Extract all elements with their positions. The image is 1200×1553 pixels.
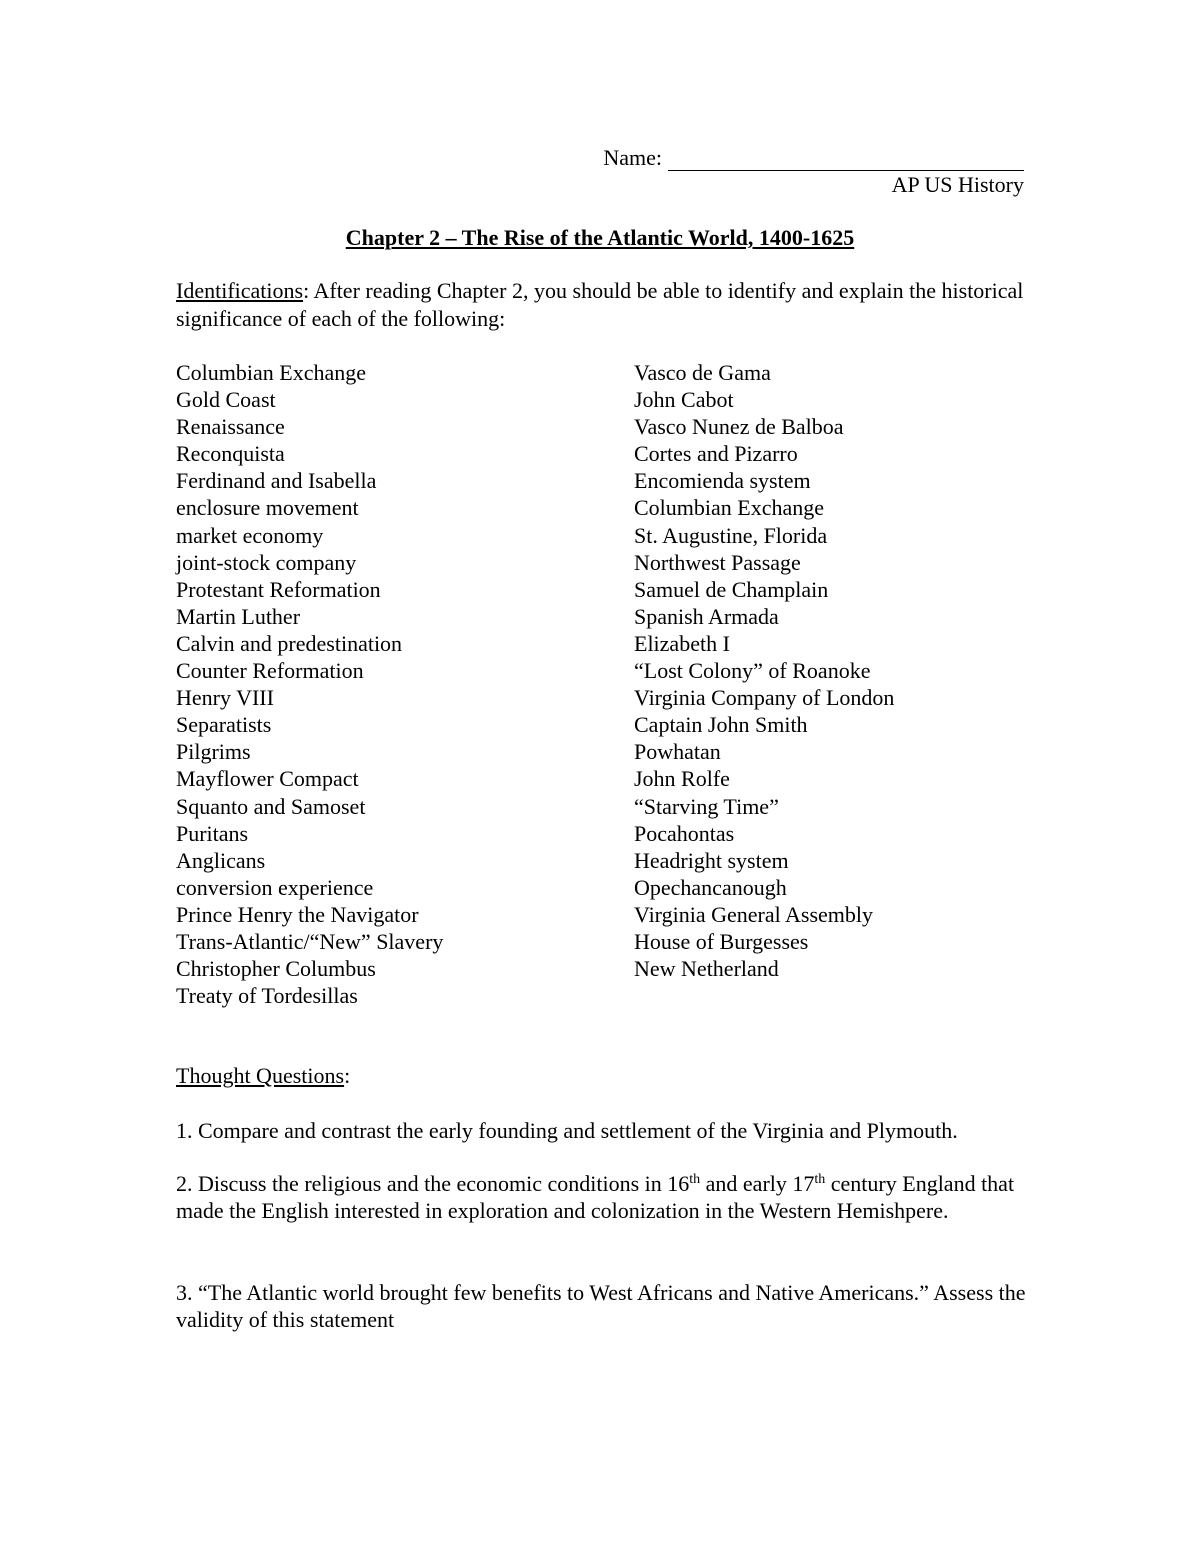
term-item: Gold Coast: [176, 387, 276, 413]
term-item: Headright system: [634, 847, 789, 873]
term-item: “Lost Colony” of Roanoke: [634, 658, 871, 684]
term-item: Mayflower Compact: [176, 766, 359, 792]
name-label: Name:: [603, 145, 662, 170]
term-item: Protestant Reformation: [176, 576, 381, 602]
term-item: Samuel de Champlain: [634, 576, 829, 602]
term-item: “Starving Time”: [634, 793, 779, 819]
name-blank-line: [668, 148, 1024, 171]
question-2-part-c: century England that made the English interested in exploration and colonization in the Western Hemishpere.: [176, 1171, 1015, 1223]
term-item: Vasco de Gama: [634, 360, 771, 385]
term-item: Columbian Exchange: [634, 495, 825, 521]
term-item: Elizabeth I: [634, 630, 730, 656]
term-item: New Netherland: [634, 956, 779, 982]
page-title: Chapter 2 – The Rise of the Atlantic World, 1400-1625: [345, 225, 855, 250]
term-item: Encomienda system: [634, 468, 811, 494]
term-item: conversion experience: [176, 874, 374, 900]
question-2: [176, 1170, 1026, 1224]
term-item: Trans-Atlantic/“New” Slavery: [176, 928, 444, 954]
thought-questions-colon: :: [344, 1063, 351, 1088]
name-line: [603, 144, 1024, 171]
question-2-sup-1: th: [689, 1172, 701, 1187]
term-item: Opechancanough: [634, 874, 787, 900]
term-item: Captain John Smith: [634, 712, 808, 738]
term-item: Henry VIII: [176, 685, 274, 711]
question-3: 3. “The Atlantic world brought few benefits to West Africans and Native Americans.” Assess the validity of this statement: [176, 1280, 1026, 1332]
term-item: Calvin and predestination: [176, 630, 403, 656]
identifications-intro: [176, 277, 1026, 333]
term-item: Renaissance: [176, 414, 285, 440]
question-1: 1. Compare and contrast the early founding and settlement of the Virginia and Plymouth.: [176, 1118, 958, 1143]
thought-questions-label: Thought Questions: [176, 1063, 345, 1088]
term-item: Virginia General Assembly: [634, 901, 874, 927]
term-item: Martin Luther: [176, 603, 301, 629]
question-2-sup-2: th: [814, 1172, 826, 1187]
term-item: Reconquista: [176, 441, 285, 467]
term-item: House of Burgesses: [634, 928, 809, 954]
term-item: Counter Reformation: [176, 658, 364, 684]
term-item: Puritans: [176, 820, 249, 846]
term-item: Powhatan: [634, 739, 721, 765]
header-block: [603, 144, 1024, 198]
term-item: Virginia Company of London: [634, 685, 895, 711]
term-item: St. Augustine, Florida: [634, 522, 828, 548]
term-item: Anglicans: [176, 847, 266, 873]
term-item: John Cabot: [634, 387, 734, 413]
identifications-text: : After reading Chapter 2, you should be able to identify and explain the historical significance of each of the following:: [176, 278, 1024, 331]
term-item: Pilgrims: [176, 739, 251, 765]
term-item: Northwest Passage: [634, 549, 801, 575]
course-label: AP US History: [891, 172, 1024, 197]
term-item: Columbian Exchange: [176, 360, 367, 385]
term-item: Christopher Columbus: [176, 956, 376, 982]
term-item: Pocahontas: [634, 820, 735, 846]
term-item: John Rolfe: [634, 766, 730, 792]
question-2-part-b: and early 17: [700, 1171, 815, 1196]
term-item: Treaty of Tordesillas: [176, 983, 358, 1009]
term-item: Ferdinand and Isabella: [176, 468, 377, 494]
thought-questions-heading: [176, 1062, 350, 1090]
term-item: Cortes and Pizarro: [634, 441, 798, 467]
term-item: Prince Henry the Navigator: [176, 901, 419, 927]
term-item: enclosure movement: [176, 495, 359, 521]
term-item: Vasco Nunez de Balboa: [634, 414, 844, 440]
term-item: market economy: [176, 522, 324, 548]
term-item: Spanish Armada: [634, 603, 779, 629]
term-item: Separatists: [176, 712, 272, 738]
term-item: Squanto and Samoset: [176, 793, 366, 819]
identifications-label: Identifications: [176, 278, 304, 303]
terms-list-right: [634, 359, 894, 982]
question-2-part-a: 2. Discuss the religious and the economic conditions in 16: [176, 1171, 690, 1196]
terms-list-left: [176, 359, 443, 1009]
term-item: joint-stock company: [176, 549, 357, 575]
